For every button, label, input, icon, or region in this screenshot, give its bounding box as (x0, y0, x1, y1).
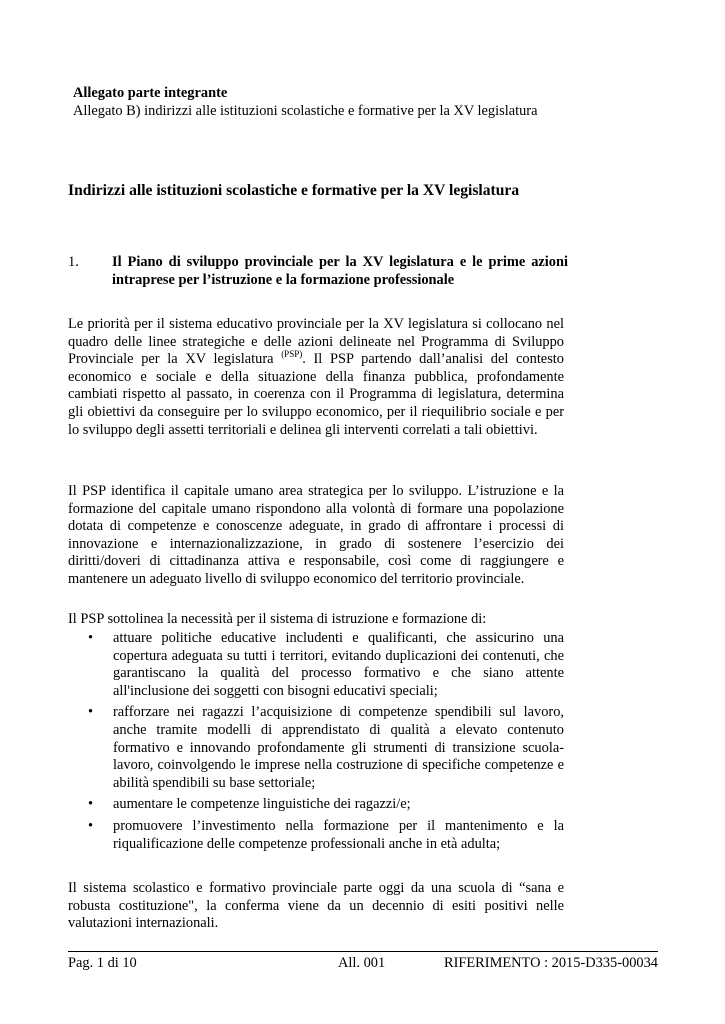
attachment-title: Allegato parte integrante (73, 85, 228, 101)
reference-code: RIFERIMENTO : 2015-D335-00034 (444, 955, 658, 971)
list-item (68, 704, 564, 792)
bullet-icon: • (88, 817, 94, 834)
needs-bullet-list (68, 630, 564, 857)
footer-divider (68, 951, 658, 952)
psp-superscript: (PSP) (281, 349, 303, 360)
bullet-icon: • (88, 704, 94, 721)
paragraph-school-system: Il sistema scolastico e formativo provinciale parte oggi da una scuola di “sana e robusta costituzione", la conferma viene da un decennio di esiti positivi nelle valutazioni internazionali. (68, 880, 564, 932)
paragraph-psp-needs: Il PSP sottolinea la necessità per il sistema di istruzione e formazione di: (68, 611, 487, 627)
list-item-text: aumentare le competenze linguistiche dei ragazzi/e; (113, 796, 411, 813)
section-number: 1. (68, 254, 79, 270)
document-title: Indirizzi alle istituzioni scolastiche e formative per la XV legislatura (68, 182, 520, 199)
list-item (68, 630, 564, 700)
paragraph-priorities-text-start: Le priorità per il sistema educativo provinciale per la XV legislatura si collocano nel quadro delle linee strategiche e delle azioni delineate nel Programma di Sviluppo Provinciale per la XV legislatura (68, 316, 564, 368)
list-item (68, 796, 564, 814)
bullet-icon: • (88, 630, 94, 646)
paragraph-human-capital: Il PSP identifica il capitale umano area strategica per lo sviluppo. L’istruzione e la formazione del capitale umano rispondono alla volontà di formare una popolazione dotata di competenze e conoscenze adeguate, in grado di affrontare i processi di innovazione e internazionalizzazione, in grado di sostenere l’esercizio dei diritti/doveri di cittadinanza attiva e responsabile, così come di raggiungere e mantenere un adeguato livello di sviluppo economico del territorio provinciale. (68, 483, 564, 587)
list-item-text: promuovere l’investimento nella formazione per il mantenimento e la riqualificazione delle competenze professionali anche in età adulta; (113, 817, 564, 852)
attachment-number: All. 001 (338, 955, 386, 971)
bullet-icon: • (88, 796, 94, 813)
list-item (68, 818, 564, 853)
section-title: Il Piano di sviluppo provinciale per la XV legislatura e le prime azioni intraprese per l’istruzione e la formazione professionale (112, 254, 568, 288)
attachment-subtitle: Allegato B) indirizzi alle istituzioni scolastiche e formative per la XV legislatura (73, 102, 538, 119)
paragraph-priorities (68, 316, 564, 439)
attachment-header (73, 85, 673, 120)
list-item-text: rafforzare nei ragazzi l’acquisizione di competenze spendibili sul lavoro, anche tramite modelli di apprendistato di qualità a elevato contenuto formativo e innovando profondamente gli strumenti di transizione scuola-lavoro, coinvolgendo le imprese nella costruzione di specifiche competenze e abilità spendibili su base settoriale; (113, 704, 564, 791)
section-heading (68, 254, 568, 289)
page-footer (68, 955, 658, 975)
list-item-text: attuare politiche educative includenti e qualificanti, che assicurino una copertura adeguata su tutti i territori, evitando duplicazioni dei contenuti, che garantiscano la qualità del processo formativo e che siano attente all'inclusione dei soggetti con bisogni educativi speciali; (113, 630, 564, 699)
paragraph-priorities-text-end: . Il PSP partendo dall’analisi del contesto economico e sociale e della situazione della finanza pubblica, profondamente cambiati rispetto al passato, in coerenza con il Programma di legislatura, determina gli obiettivi da conseguire per lo sviluppo economico, per il riequilibrio sociale e per lo sviluppo degli assetti territoriali e delinea gli interventi correlati a tali obiettivi. (68, 351, 564, 438)
page-number: Pag. 1 di 10 (68, 955, 137, 971)
